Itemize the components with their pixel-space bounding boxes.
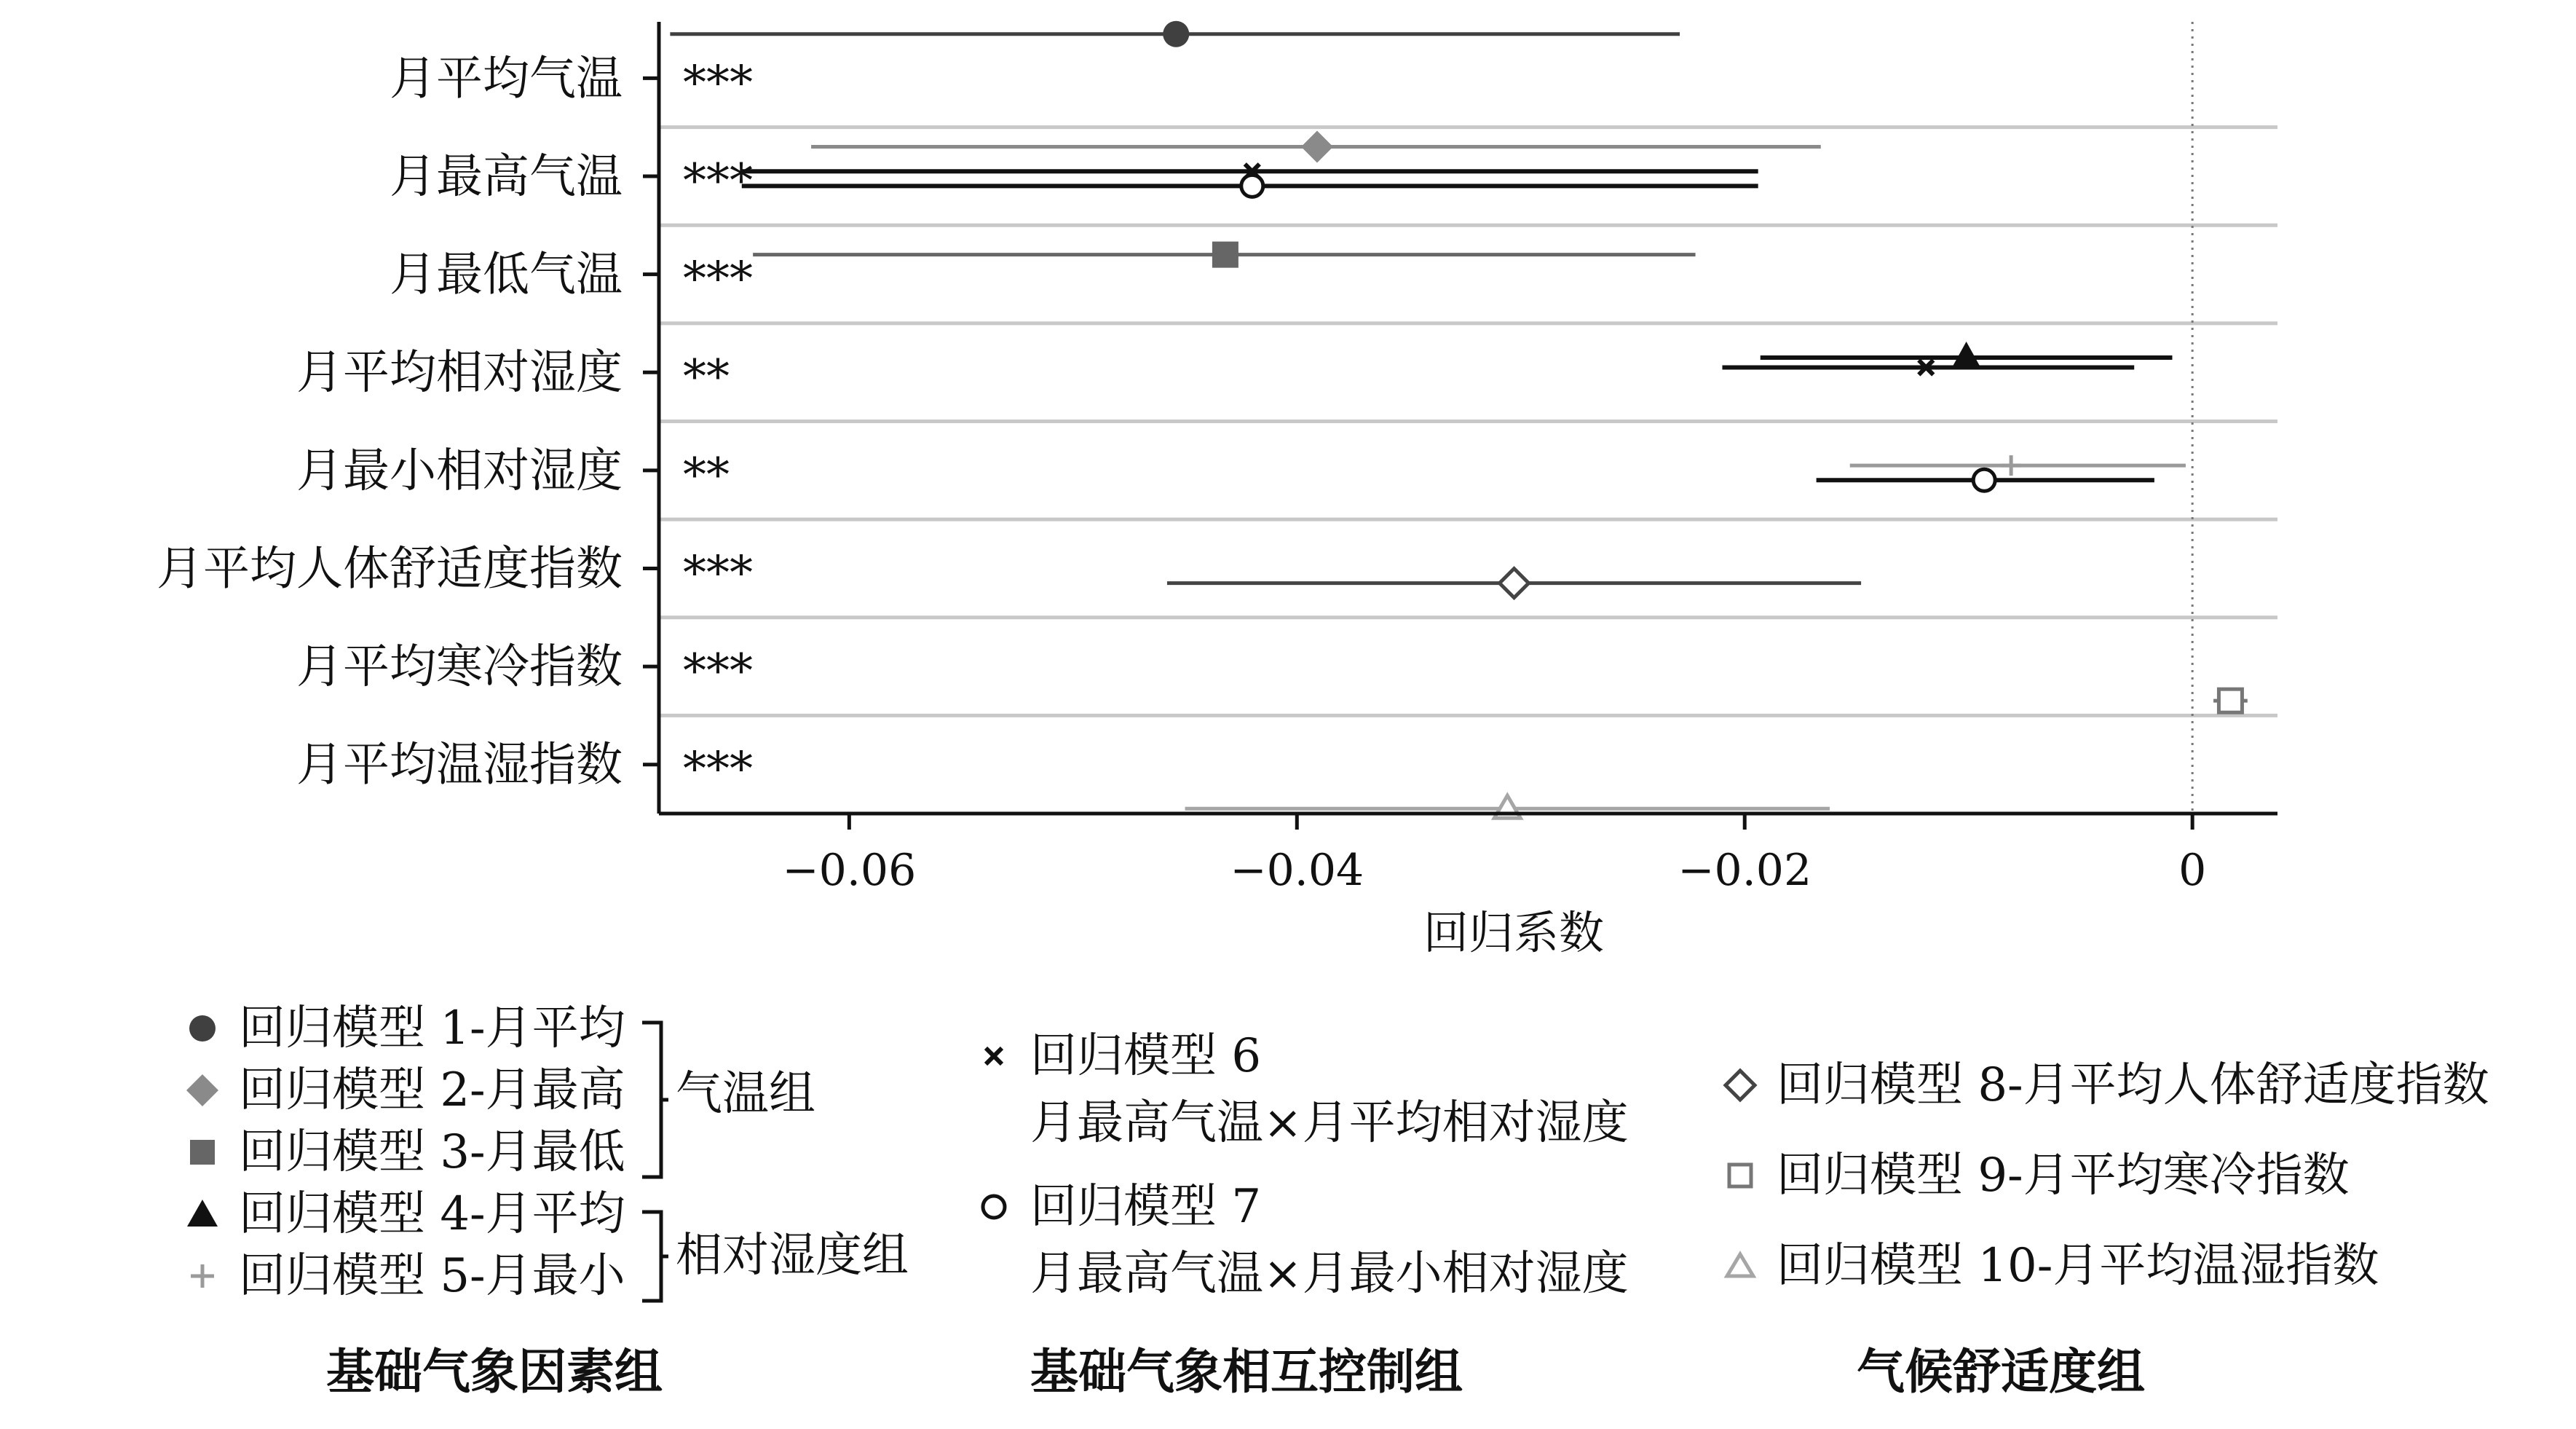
legend-item-model-7 — [972, 1180, 1262, 1234]
legend-label: 回归模型 6 — [1030, 1029, 1262, 1083]
legend-label: 回归模型 4-月平均 — [239, 1187, 625, 1241]
legend-label: 回归模型 2-月最高 — [239, 1063, 625, 1117]
y-tick-label: 月平均人体舒适度指数 — [157, 542, 623, 597]
filled-circle-icon — [181, 1007, 224, 1050]
significance-label: ** — [683, 448, 730, 503]
plus-icon — [181, 1254, 224, 1298]
y-tick-label: 月最高气温 — [390, 149, 623, 204]
x-tick-label: −0.04 — [1230, 845, 1364, 896]
y-tick-label: 月平均寒冷指数 — [296, 640, 623, 695]
legend-label: 回归模型 9-月平均寒冷指数 — [1777, 1149, 2350, 1202]
legend-label: 回归模型 5-月最小 — [239, 1249, 625, 1303]
axes — [643, 22, 2277, 814]
legend-label: 回归模型 1-月平均 — [239, 1001, 625, 1055]
filled-triangle-icon — [181, 1192, 224, 1236]
legend-label: 回归模型 3-月最低 — [239, 1125, 625, 1179]
point-estimate — [1973, 469, 1995, 491]
significance-label: *** — [683, 546, 753, 601]
legend-item-model-6 — [972, 1029, 1262, 1083]
brace-label-humidity: 相对湿度组 — [676, 1229, 909, 1283]
significance-label: *** — [683, 742, 753, 797]
legend-label: 回归模型 7 — [1030, 1180, 1262, 1234]
legend-group-title: 基础气象因素组 — [326, 1343, 663, 1400]
significance-labels — [683, 56, 753, 796]
open-diamond-icon — [1718, 1063, 1762, 1107]
brace-humidity-icon — [639, 1209, 668, 1304]
open-circle-icon — [972, 1185, 1016, 1229]
significance-label: *** — [683, 645, 753, 699]
legend-group-comfort — [1718, 998, 2570, 1406]
point-estimate — [2001, 455, 2021, 476]
significance-label: *** — [683, 154, 753, 208]
legend-label: 回归模型 10-月平均温湿指数 — [1777, 1239, 2379, 1293]
legend-sublabel: 月最高气温×月平均相对湿度 — [1030, 1096, 1629, 1150]
x-tick-label: 0 — [2178, 845, 2207, 896]
legend-item-model-4 — [181, 1187, 625, 1241]
legend-group-title: 基础气象相互控制组 — [1030, 1343, 1463, 1400]
x-tick-label: −0.06 — [782, 845, 917, 896]
y-tick-label: 月平均气温 — [390, 52, 623, 106]
filled-diamond-icon — [181, 1068, 224, 1112]
x-axis-label: 回归系数 — [1423, 906, 1605, 959]
legend-item-model-5 — [181, 1249, 625, 1303]
legend-group-interaction — [972, 998, 1686, 1406]
legend-label: 回归模型 8-月平均人体舒适度指数 — [1777, 1058, 2489, 1112]
point-estimate — [2219, 689, 2242, 712]
legend-item-model-9 — [1718, 1149, 2350, 1202]
x-ticks — [782, 814, 2206, 896]
x-tick-label: −0.02 — [1678, 845, 1812, 896]
brace-temperature-icon — [639, 1020, 668, 1180]
row-separators — [659, 127, 2277, 716]
legend-item-model-10 — [1718, 1239, 2379, 1293]
cross-icon — [972, 1034, 1016, 1078]
legend-group-title: 气候舒适度组 — [1857, 1343, 2145, 1400]
y-tick-label: 月最低气温 — [390, 248, 623, 302]
significance-label: ** — [683, 350, 730, 405]
brace-label-temperature: 气温组 — [676, 1067, 815, 1121]
open-triangle-icon — [1718, 1244, 1762, 1288]
legend-item-model-8 — [1718, 1058, 2489, 1112]
y-tick-labels — [157, 52, 623, 792]
y-tick-label: 月平均相对湿度 — [296, 346, 623, 401]
legend-sublabel: 月最高气温×月最小相对湿度 — [1030, 1247, 1629, 1301]
filled-square-icon — [181, 1130, 224, 1174]
significance-label: *** — [683, 252, 753, 307]
open-square-icon — [1718, 1154, 1762, 1197]
point-estimate — [1301, 131, 1333, 163]
legend-item-model-1 — [181, 1001, 625, 1055]
y-tick-label: 月最小相对湿度 — [296, 444, 623, 498]
significance-label: *** — [683, 56, 753, 111]
point-estimate — [1241, 175, 1263, 197]
legend-item-model-3 — [181, 1125, 625, 1179]
point-estimate — [1500, 569, 1529, 598]
legend-group-basic — [181, 998, 945, 1406]
legend-item-model-2 — [181, 1063, 625, 1117]
y-tick-label: 月平均温湿指数 — [296, 738, 623, 792]
point-estimate — [1163, 21, 1189, 47]
point-estimate — [1212, 242, 1238, 268]
